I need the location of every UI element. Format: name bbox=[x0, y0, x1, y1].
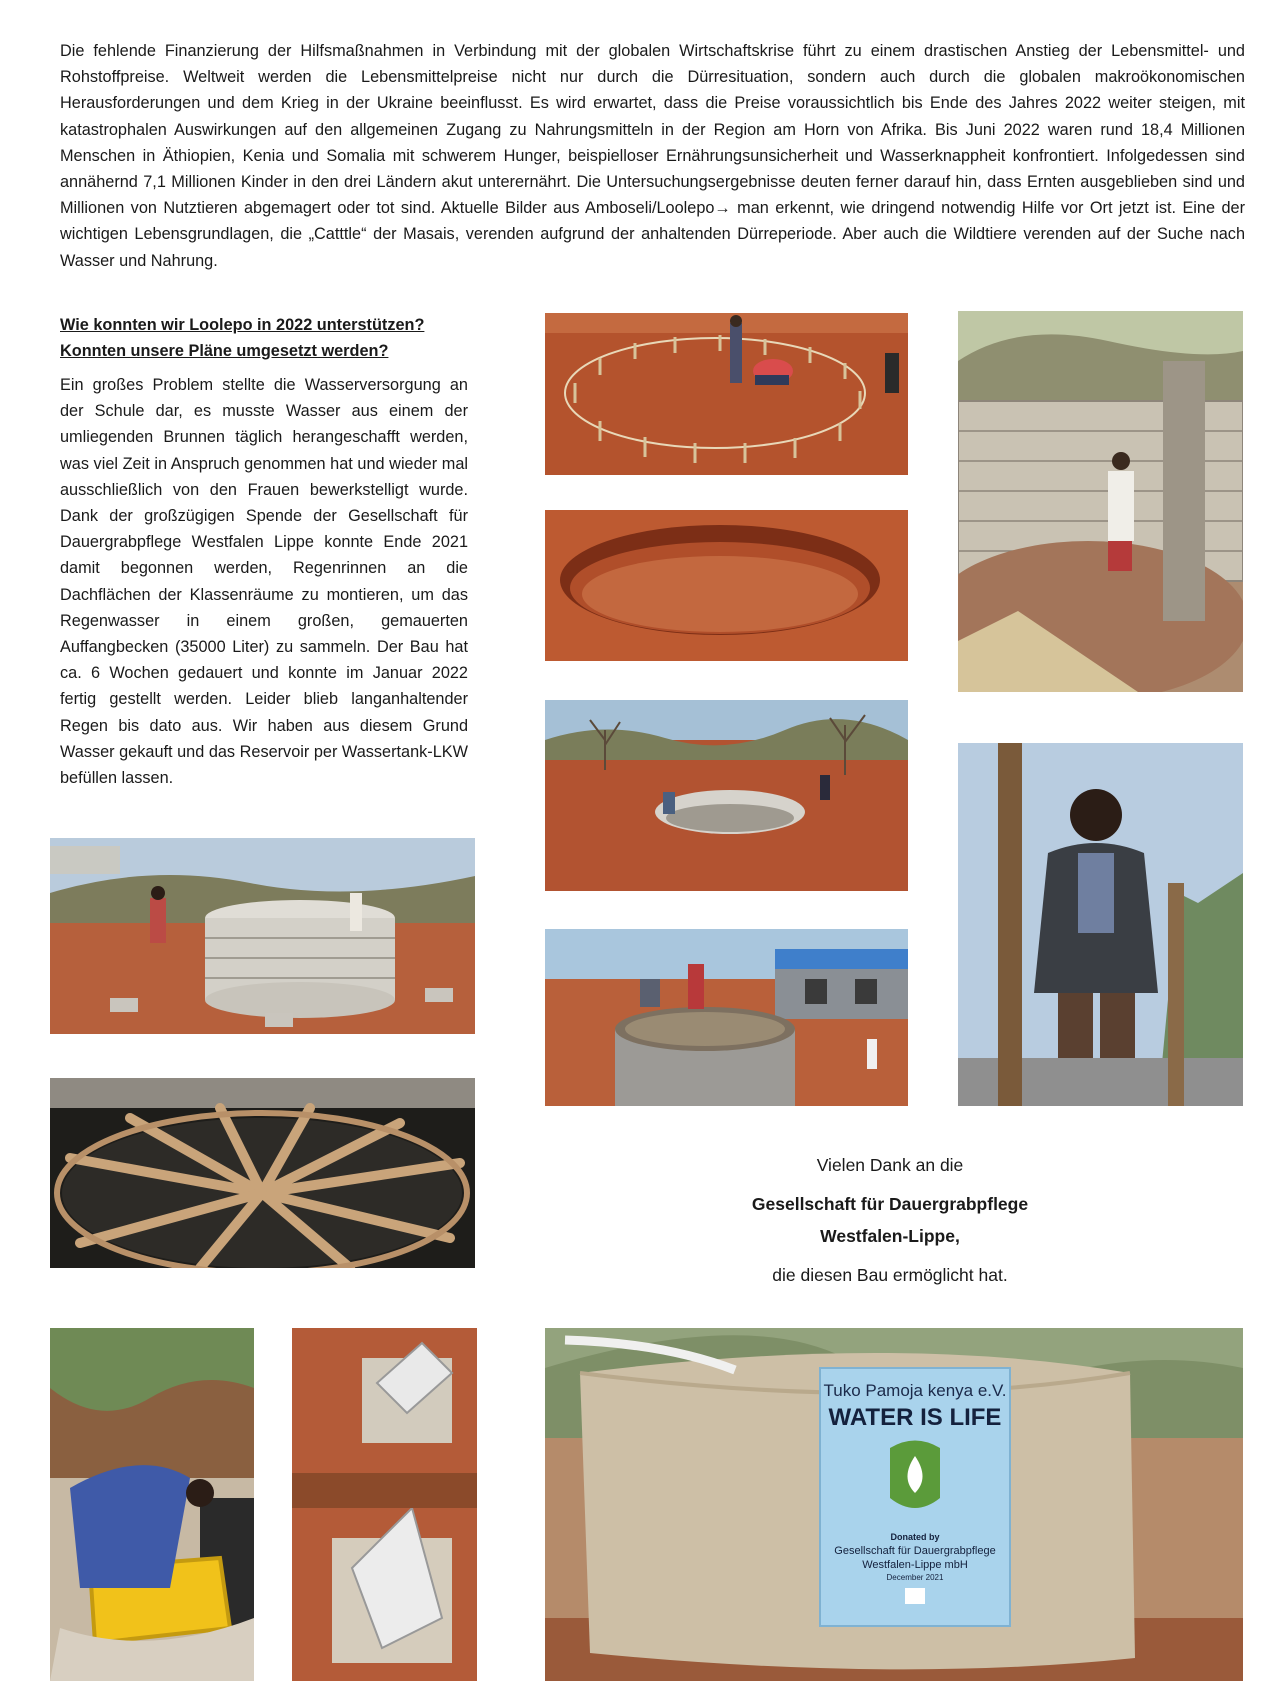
sign-donor2-text: Westfalen-Lippe mbH bbox=[862, 1559, 968, 1571]
sign-org-text: Tuko Pamoja kenya e.V. bbox=[823, 1381, 1007, 1400]
photo-wooden-formwork bbox=[50, 1078, 475, 1268]
photo-block-wall-inside bbox=[958, 311, 1243, 692]
photo-access-lids bbox=[292, 1328, 477, 1681]
intro-paragraph: Die fehlende Finanzierung der Hilfsmaßnahmen in Verbindung mit der globalen Wirtschaftskrise führt zu einem drastischen Anstieg der Lebensmittel- und Rohstoffpreise. Weltweit werden die Lebensmittelpreise nicht nur durch die Dürresituation, sondern auch durch die globalen makroökonomischen Herausforderungen und dem Krieg in der Ukraine beeinflusst. Es wird erwartet, dass die Preise voraussichtlich bis Ende des Jahres 2022 weiter steigen, mit katastrophalen Auswirkungen auf den allgemeinen Zugang zu Nahrungsmitteln in der Region am Horn von Afrika. Bis Juni 2022 waren rund 18,4 Millionen Menschen in Äthiopien, Kenia und Somalia mit schwerem Hunger, beispielloser Ernährungsunsicherheit und Wasserknappheit konfrontiert. Infolgedessen sind annähernd 7,1 Millionen Kinder in den drei Ländern akut unterernährt. Die Untersuchungsergebnisse deuten ferner darauf hin, dass Ernten ausgeblieben sind und Millionen von Nutztieren abgemagert oder tot sind. Aktuelle Bilder aus Amboseli/Loolepo→ man erkennt, wie dringend notwendig Hilfe vor Ort jetzt ist. Eine der wichtigen Lebensgrundlagen, die „Catttle“ der Masais, verenden aufgrund der anhaltenden Dürreperiode. Aber auch die Wildtiere verenden auf der Suche nach Wasser und Nahrung. bbox=[60, 42, 1245, 270]
photo-tank-lid-pour bbox=[545, 929, 908, 1106]
thanks-org-line2: Westfalen-Lippe, bbox=[820, 1226, 960, 1246]
photo-foundation-ring bbox=[545, 700, 908, 891]
section-heading bbox=[60, 312, 470, 364]
section-heading-line2: Konnten unsere Pläne umgesetzt werden? bbox=[60, 342, 389, 360]
sign-date-text: December 2021 bbox=[886, 1573, 944, 1582]
section-heading-line1: Wie konnten wir Loolepo in 2022 unterstützen? bbox=[60, 316, 425, 334]
sign-donor1-text: Gesellschaft für Dauergrabpflege bbox=[834, 1545, 996, 1557]
section-body: Ein großes Problem stellte die Wasserversorgung an der Schule dar, es musste Wasser aus einem der umliegenden Brunnen täglich herangeschafft werden, was viel Zeit in Anspruch genommen hat und wieder mal ausschließlich von den Frauen bewerkstelligt wurde. Dank der großzügigen Spende der Gesellschaft für Dauergrabpflege Westfalen Lippe konnte Ende 2021 damit begonnen werden, Regenrinnen an die Dachflächen der Klassenräume zu montieren, um das Regenwasser in einem großen, gemauerten Auffangbecken (35000 Liter) zu sammeln. Der Bau hat ca. 6 Wochen gedauert und konnte im Januar 2022 fertig gestellt werden. Leider blieb langanhaltender Regen bis dato aus. Wir haben aus diesem Grund Wasser gekauft und das Reservoir per Wassertank-LKW befüllen lassen. bbox=[60, 376, 468, 788]
photo-yellow-lid bbox=[50, 1328, 254, 1681]
photo-man-with-posts bbox=[958, 743, 1243, 1106]
photo-marking-circle bbox=[545, 313, 908, 475]
thanks-line1: Vielen Dank an die bbox=[816, 1155, 964, 1175]
photo-finished-tank bbox=[545, 1328, 1243, 1681]
photo-block-ring-wall bbox=[50, 838, 475, 1034]
photo-excavated-pit bbox=[545, 510, 908, 661]
sign-donated-text: Donated by bbox=[890, 1532, 940, 1542]
thanks-org-line1: Gesellschaft für Dauergrabpflege bbox=[751, 1194, 1029, 1214]
sign-slogan-text: WATER IS LIFE bbox=[828, 1404, 1002, 1431]
thanks-line4: die diesen Bau ermöglicht hat. bbox=[772, 1265, 1008, 1285]
thanks-block bbox=[700, 1148, 1080, 1292]
